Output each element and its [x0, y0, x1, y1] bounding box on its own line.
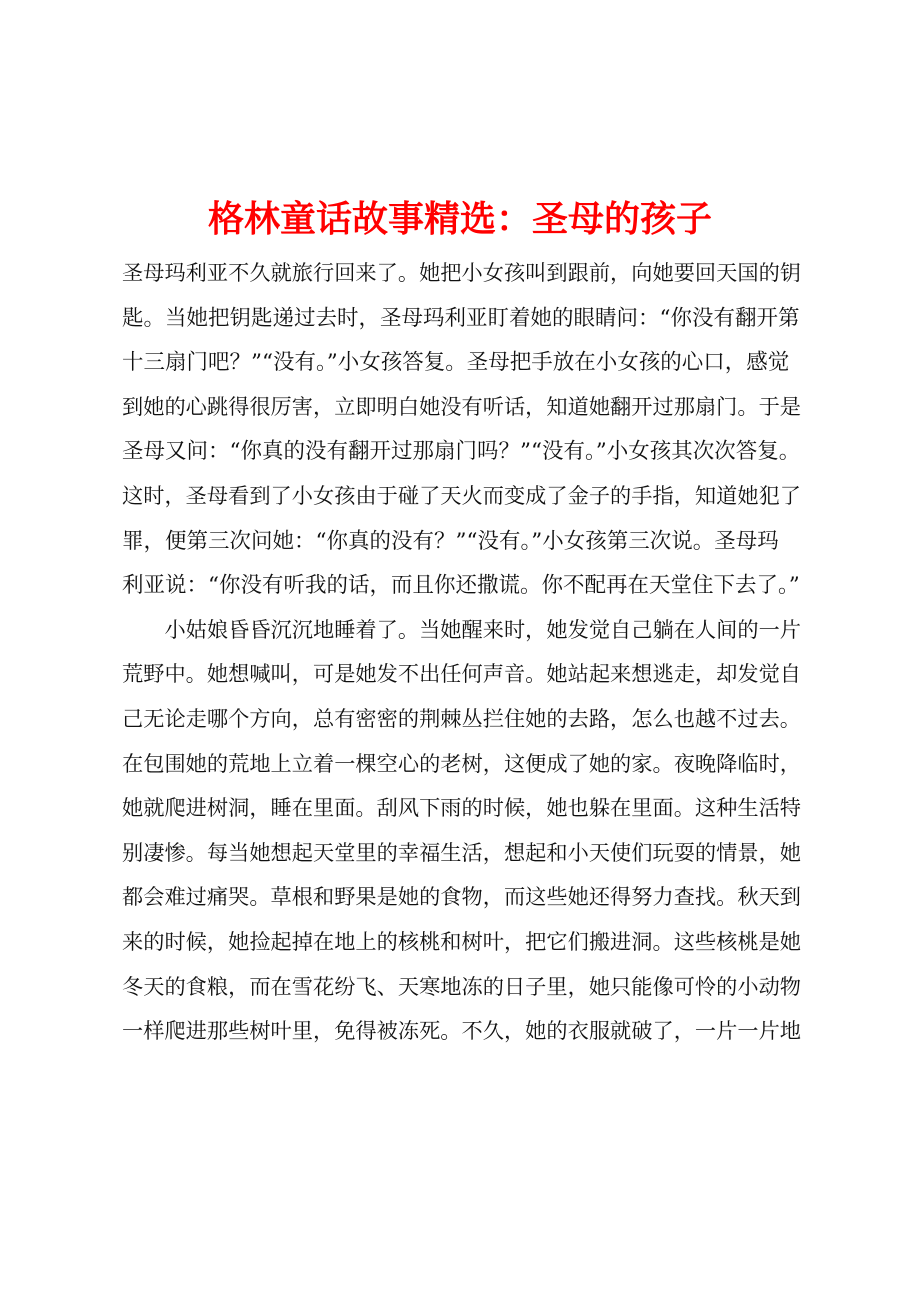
text-line: 别凄惨。每当她想起天堂里的幸福生活，想起和小天使们玩耍的情景，她	[122, 840, 802, 866]
text-line: 圣母玛利亚不久就旅行回来了。她把小女孩叫到跟前，向她要回天国的钥	[122, 261, 802, 286]
text-line: 荒野中。她想喊叫，可是她发不出任何声音。她站起来想逃走，却发觉自	[122, 662, 802, 688]
text-line: 来的时候，她捡起掉在地上的核桃和树叶，把它们搬进洞。这些核桃是她	[122, 929, 802, 955]
text-line: 一样爬进那些树叶里，免得被冻死。不久，她的衣服就破了，一片一片地	[122, 1019, 802, 1045]
text-line: 罪，便第三次问她：“你真的没有？”“没有。”小女孩第三次说。圣母玛	[122, 528, 779, 554]
text-line: 利亚说：“你没有听我的话，而且你还撒谎。你不配再在天堂住下去了。”	[122, 573, 800, 599]
text-line: 匙。当她把钥匙递过去时，圣母玛利亚盯着她的眼睛问：“你没有翻开第	[122, 305, 800, 331]
text-line: 到她的心跳得很厉害，立即明白她没有听话，知道她翻开过那扇门。于是	[122, 394, 802, 420]
text-line: 在包围她的荒地上立着一棵空心的老树，这便成了她的家。夜晚降临时，	[122, 751, 802, 777]
document-body	[122, 252, 802, 1055]
text-line: 十三扇门吧？”“没有。”小女孩答复。圣母把手放在小女孩的心口，感觉	[122, 350, 790, 376]
paragraph-1	[122, 252, 802, 609]
paragraph-2	[122, 609, 802, 1055]
text-line: 这时，圣母看到了小女孩由于碰了天火而变成了金子的手指，知道她犯了	[122, 483, 802, 509]
text-line: 都会难过痛哭。草根和野果是她的食物，而这些她还得努力查找。秋天到	[122, 885, 802, 911]
text-line: 冬天的食粮，而在雪花纷飞、天寒地冻的日子里，她只能像可怜的小动物	[122, 974, 802, 1000]
text-line: 己无论走哪个方向，总有密密的荆棘丛拦住她的去路，怎么也越不过去。	[122, 706, 802, 732]
text-line: 她就爬进树洞，睡在里面。刮风下雨的时候，她也躲在里面。这种生活特	[122, 796, 802, 822]
text-line: 圣母又问：“你真的没有翻开过那扇门吗？”“没有。”小女孩其次次答复。	[122, 439, 801, 465]
text-line: 小姑娘昏昏沉沉地睡着了。当她醒来时，她发觉自己躺在人间的一片	[164, 617, 802, 643]
document-title: 格林童话故事精选：圣母的孩子	[207, 199, 712, 240]
